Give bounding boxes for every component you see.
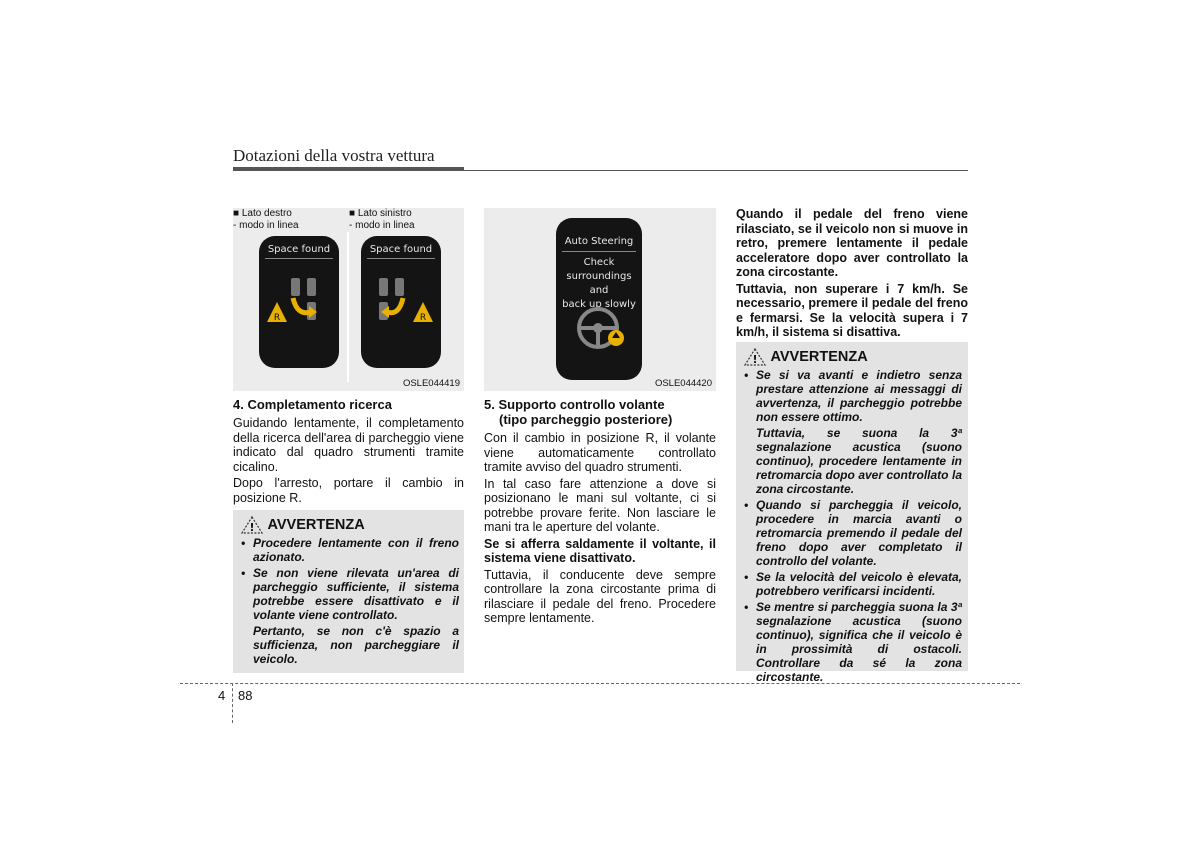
svg-text:!: ! — [752, 353, 758, 366]
cluster-panel-right — [259, 236, 339, 368]
section-completamento — [233, 397, 464, 507]
section-body — [736, 207, 968, 340]
warning-list — [237, 536, 459, 622]
figure-auto-steering — [484, 208, 716, 391]
auto-steering-message: Check surroundings and back up slowly — [562, 257, 636, 310]
figure-label-right: ■ Lato destro - modo in linea — [233, 208, 299, 231]
warning-item: • Se la velocità del veicolo è elevata, potrebbero verificarsi incidenti. — [744, 570, 962, 598]
steering-wheel-icon — [574, 306, 628, 350]
warning-triangle-icon — [744, 348, 766, 366]
paragraph: Guidando lentamente, il completamento della ricerca dell'area di parcheggio viene indicato dal quadro strumenti tramite cicalino. — [233, 416, 464, 474]
header-rule — [464, 170, 968, 171]
section-supporto-volante — [484, 397, 716, 628]
panel-divider — [367, 258, 435, 259]
auto-steering-title: Auto Steering — [564, 236, 634, 247]
warning-item: • Procedere lentamente con il freno azionato. — [241, 536, 459, 564]
section-body — [233, 416, 464, 505]
cluster-panel-left — [361, 236, 441, 368]
warning-item: • Se non viene rilevata un'area di parcheggio sufficiente, il sistema potrebbe essere disattivato e il volante viene controllato. — [241, 566, 459, 622]
panel-text-space-found: Space found — [369, 244, 433, 255]
paragraph-bold: Se si afferra saldamente il voltante, il sistema viene disattivato. — [484, 536, 716, 565]
figure-code: OSLE044420 — [654, 378, 712, 389]
page-header-title: Dotazioni della vostra vettura — [233, 146, 435, 165]
warning-list — [740, 498, 962, 684]
warning-header — [744, 348, 868, 366]
panel-text-space-found: Space found — [267, 244, 331, 255]
cluster-panel-auto-steering — [556, 218, 642, 380]
warning-header — [241, 516, 365, 534]
warning-item: • Se mentre si parcheggia suona la 3ª segnalazione acustica (suono continuo), significa che il veicolo è in prossimità di ostacoli. Controllare da sé la zona circostante. — [744, 600, 962, 684]
header-bar — [233, 167, 464, 171]
warning-box-right — [736, 342, 968, 684]
figure-label-left: ■ Lato sinistro - modo in linea — [349, 208, 415, 231]
footer-divider — [232, 683, 233, 723]
svg-text:!: ! — [249, 521, 255, 534]
svg-text:R: R — [273, 313, 281, 323]
section-column-3 — [736, 207, 968, 342]
figure-parking-found — [233, 208, 464, 391]
paragraph-bold: Quando il pedale del freno viene rilasciato, se il veicolo non si muove in retro, premere lentamente il pedale acceleratore dopo aver controllato la zona circostante. — [736, 207, 968, 279]
page-number: 88 — [238, 688, 253, 703]
chapter-number: 4 — [218, 688, 226, 703]
paragraph: In tal caso fare attenzione a dove si posizionano le mani sul voltante, ci si potrebbe provare ferite. Non lasciare le mani tra le aperture del volante. — [484, 476, 716, 534]
warning-box-left — [233, 510, 464, 673]
warning-triangle-icon — [241, 516, 263, 534]
warning-continuation: Tuttavia, se suona la 3ª segnalazione acustica (suono continuo), procedere lentamente in retromarcia dopo aver controllato la zona circostante. — [756, 426, 962, 496]
panel-divider — [562, 251, 636, 252]
paragraph: Dopo l'arresto, portare il cambio in posizione R. — [233, 476, 464, 505]
parking-left-graphic — [365, 272, 437, 332]
footer-rule — [180, 683, 1020, 684]
warning-continuation: Pertanto, se non c'è spazio a sufficienza, non parcheggiare il veicolo. — [253, 624, 459, 666]
figure-code: OSLE044419 — [402, 378, 460, 389]
warning-item: • Quando si parcheggia il veicolo, procedere in marcia avanti o retromarcia premendo il pedale del freno dopo aver completato il controllo del volante. — [744, 498, 962, 568]
warning-title: AVVERTENZA — [267, 517, 365, 534]
warning-list — [740, 368, 962, 424]
warning-title: AVVERTENZA — [770, 349, 868, 366]
panel-divider — [265, 258, 333, 259]
section-body — [484, 431, 716, 626]
paragraph-bold: Tuttavia, non superare i 7 km/h. Se necessario, premere il pedale del freno e fermarsi. Se la velocità supera i 7 km/h, il sistema si disattiva. — [736, 281, 968, 339]
section-heading: 5. Supporto controllo volante (tipo parcheggio posteriore) — [484, 397, 673, 427]
paragraph: Tuttavia, il conducente deve sempre controllare la zona circostante prima di rilasciare il pedale del freno. Procedere sempre lentamente. — [484, 567, 716, 625]
parking-right-graphic — [263, 272, 335, 332]
paragraph: Con il cambio in posizione R, il volante viene automaticamente controllato tramite avviso del quadro strumenti. — [484, 431, 716, 474]
svg-text:R: R — [419, 313, 427, 323]
warning-item: • Se si va avanti e indietro senza prestare attenzione ai messaggi di avvertenza, il parcheggio potrebbe non essere ottimo. — [744, 368, 962, 424]
section-heading: 4. Completamento ricerca — [233, 397, 392, 412]
figure-divider — [347, 232, 349, 382]
